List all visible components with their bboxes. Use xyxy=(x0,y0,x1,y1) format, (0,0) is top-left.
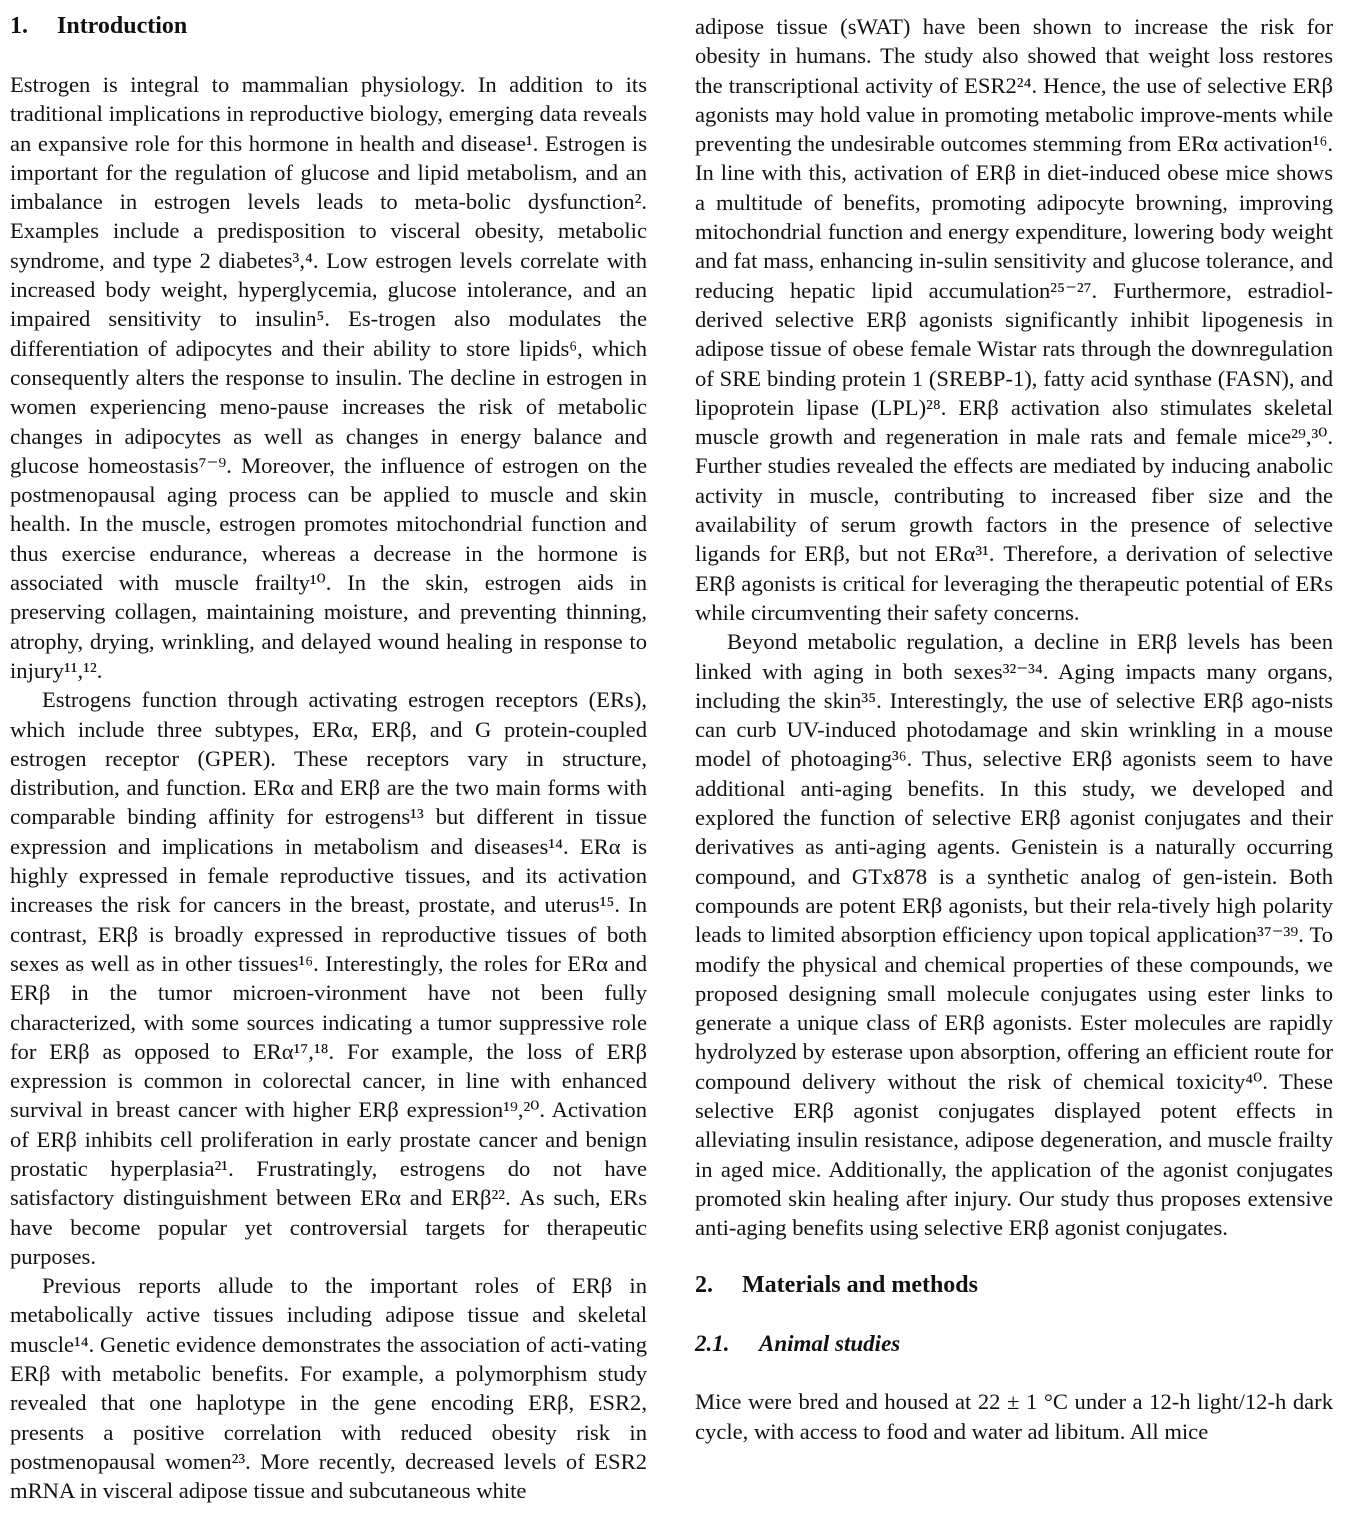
section-2-title: Materials and methods xyxy=(742,1272,978,1299)
subsection-2-1-number: 2.1. xyxy=(695,1331,730,1357)
subsection-2-1-heading xyxy=(695,1329,1333,1358)
section-2-number: 2. xyxy=(695,1272,713,1299)
section-2-heading xyxy=(695,1271,1333,1300)
intro-paragraph-3-continued: adipose tissue (sWAT) have been shown to increase the risk for obesity in humans. The study also showed that weight loss restores the transcriptional activity of ESR2²⁴. Hence, the use of selective ERβ agonists may hold value in promoting metabolic improve-ments while preventing the undesirable outcomes stemming from ERα activation¹⁶. In line with this, activation of ERβ in diet-induced obese mice shows a multitude of benefits, promoting adipocyte browning, improving mitochondrial function and energy expenditure, lowering body weight and fat mass, enhancing in-sulin sensitivity and glucose tolerance, and reducing hepatic lipid accumulation²⁵⁻²⁷. Furthermore, estradiol-derived selective ERβ agonists significantly inhibit lipogenesis in adipose tissue of obese female Wistar rats through the downregulation of SRE binding protein 1 (SREBP-1), fatty acid synthase (FASN), and lipoprotein lipase (LPL)²⁸. ERβ activation also stimulates skeletal muscle growth and regeneration in male rats and female mice²⁹,³⁰. Further studies revealed the effects are mediated by inducing anabolic activity in muscle, contributing to increased fiber size and the availability of serum growth factors in the presence of selective ligands for ERβ, but not ERα³¹. Therefore, a derivation of selective ERβ agonists is critical for leveraging the therapeutic potential of ERs while circumventing their safety concerns. xyxy=(695,14,1333,625)
subsection-2-1-title: Animal studies xyxy=(759,1331,901,1357)
animal-studies-paragraph: Mice were bred and housed at 22 ± 1 °C under a 12-h light/12-h dark cycle, with access to food and water ad libitum. All mice xyxy=(695,1389,1333,1444)
intro-paragraph-2: Estrogens function through activating estrogen receptors (ERs), which include three subtypes, ERα, ERβ, and G protein-coupled estrogen receptor (GPER). These receptors vary in structure, distribution, and function. ERα and ERβ are the two main forms with comparable binding affinity for estrogens¹³ but different in tissue expression and implications in metabolism and diseases¹⁴. ERα is highly expressed in female reproductive tissues, and its activation increases the risk for cancers in the breast, prostate, and uterus¹⁵. In contrast, ERβ is broadly expressed in reproductive tissues of both sexes as well as in other tissues¹⁶. Interestingly, the roles for ERα and ERβ in the tumor microen-vironment have not been fully characterized, with some sources indicating a tumor suppressive role for ERβ as opposed to ERα¹⁷,¹⁸. For example, the loss of ERβ expression is common in colorectal cancer, in line with enhanced survival in breast cancer with higher ERβ expression¹⁹,²⁰. Activation of ERβ inhibits cell proliferation in early prostate cancer and benign prostatic hyperplasia²¹. Frustratingly, estrogens do not have satisfactory distinguishment between ERα and ERβ²². As such, ERs have become popular yet controversial targets for therapeutic purposes. xyxy=(10,687,647,1269)
intro-paragraph-1: Estrogen is integral to mammalian physiology. In addition to its traditional implications in reproductive biology, emerging data reveals an expansive role for this hormone in health and disease¹. Estrogen is important for the regulation of glucose and lipid metabolism, and an imbalance in estrogen levels leads to meta-bolic dysfunction². Examples include a predisposition to visceral obesity, metabolic syndrome, and type 2 diabetes³,⁴. Low estrogen levels correlate with increased body weight, hyperglycemia, glucose intolerance, and an impaired sensitivity to insulin⁵. Es-trogen also modulates the differentiation of adipocytes and their ability to store lipids⁶, which consequently alters the response to insulin. The decline in estrogen in women experiencing meno-pause increases the risk of metabolic changes in adipocytes as well as changes in energy balance and glucose homeostasis⁷⁻⁹. Moreover, the influence of estrogen on the postmenopausal aging process can be applied to muscle and skin health. In the muscle, estrogen promotes mitochondrial function and thus exercise endurance, whereas a decrease in the hormone is associated with muscle frailty¹⁰. In the skin, estrogen aids in preserving collagen, maintaining moisture, and preventing thinning, atrophy, drying, wrinkling, and delayed wound healing in response to injury¹¹,¹². xyxy=(10,72,647,683)
intro-paragraph-4: Beyond metabolic regulation, a decline in ERβ levels has been linked with aging in both sexes³²⁻³⁴. Aging impacts many organs, including the skin³⁵. Interestingly, the use of selective ERβ ago-nists can curb UV-induced photodamage and skin wrinkling in a mouse model of photoaging³⁶. Thus, selective ERβ agonists seem to have additional anti-aging benefits. In this study, we developed and explored the function of selective ERβ agonist conjugates and their derivatives as anti-aging agents. Genistein is a naturally occurring compound, and GTx878 is a synthetic analog of gen-istein. Both compounds are potent ERβ agonists, but their rela-tively high polarity leads to limited absorption efficiency upon topical application³⁷⁻³⁹. To modify the physical and chemical properties of these compounds, we proposed designing small molecule conjugates using ester links to generate a unique class of ERβ agonists. Ester molecules are rapidly hydrolyzed by esterase upon absorption, offering an efficient route for compound delivery without the risk of chemical toxicity⁴⁰. These selective ERβ agonist conjugates displayed potent effects in alleviating insulin resistance, adipose degeneration, and muscle frailty in aged mice. Additionally, the application of the agonist conjugates promoted skin healing after injury. Our study thus proposes extensive anti-aging benefits using selective ERβ agonist conjugates. xyxy=(695,629,1333,1241)
intro-paragraph-3: Previous reports allude to the important roles of ERβ in metabolically active tissues including adipose tissue and skeletal muscle¹⁴. Genetic evidence demonstrates the association of acti-vating ERβ with metabolic benefits. For example, a polymorphism study revealed that one haplotype in the gene encoding ERβ, ESR2, presents a positive correlation with reduced obesity risk in postmenopausal women²³. More recently, decreased levels of ESR2 mRNA in visceral adipose tissue and subcutaneous white xyxy=(10,1273,648,1504)
section-1-title: Introduction xyxy=(57,13,188,39)
section-1-heading xyxy=(10,12,647,41)
right-column xyxy=(695,12,1333,1446)
section-1-number: 1. xyxy=(10,13,28,39)
left-column xyxy=(10,12,647,1506)
